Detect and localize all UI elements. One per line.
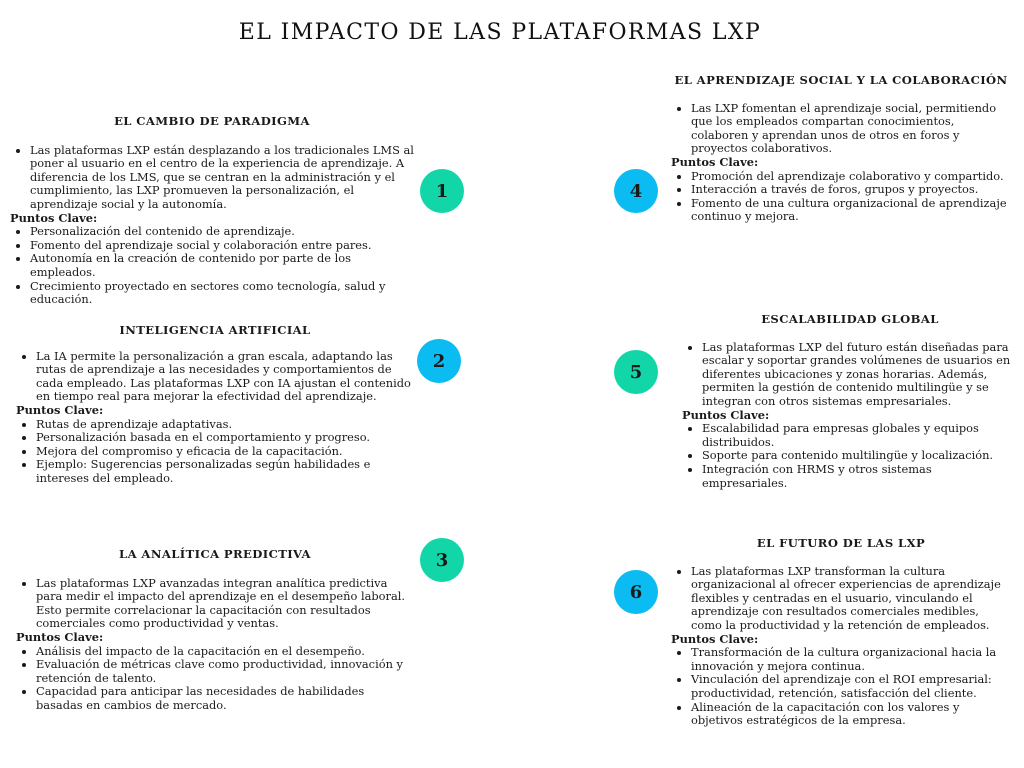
key-point: • Escalabilidad para empresas globales y equipos distribuidos. (702, 422, 1018, 449)
intro-list (671, 565, 1011, 633)
page-title: EL IMPACTO DE LAS PLATAFORMAS LXP (238, 20, 762, 45)
number-badge-4: 4 (614, 169, 658, 213)
key-point: • Transformación de la cultura organizacional hacia la innovación y mejora continua. (691, 646, 1011, 673)
key-point: • Vinculación del aprendizaje con el ROI empresarial: productividad, retención, satisfacción del cliente. (691, 673, 1011, 700)
number-badge-5: 5 (614, 350, 658, 394)
key-points-label: Puntos Clave: (16, 629, 104, 644)
section-heading: EL FUTURO DE LAS LXP (756, 536, 926, 550)
section-heading: EL APRENDIZAJE SOCIAL Y LA COLABORACIÓN (674, 73, 1008, 87)
key-point: • Soporte para contenido multilingüe y localización. (702, 449, 1018, 463)
key-point: • Evaluación de métricas clave como productividad, innovación y retención de talento. (36, 658, 414, 685)
key-points-label: Puntos Clave: (682, 407, 770, 422)
key-point: • Crecimiento proyectado en sectores como tecnología, salud y educación. (30, 280, 414, 307)
key-points-list (10, 225, 414, 307)
key-point: • Personalización basada en el comportamiento y progreso. (36, 431, 414, 445)
key-points-label: Puntos Clave: (10, 210, 98, 225)
key-point: • Alineación de la capacitación con los valores y objetivos estratégicos de la empresa. (691, 701, 1011, 728)
intro-list (16, 577, 414, 631)
intro-text: • Las plataformas LXP avanzadas integran analítica predictiva para medir el impacto del aprendizaje en el desempeño laboral. Esto permite correlacionar la capacitación con resultados comerciales como productividad y ventas. (36, 577, 414, 631)
key-point: • Capacidad para anticipar las necesidades de habilidades basadas en cambios de mercado. (36, 685, 414, 712)
key-points-label: Puntos Clave: (16, 402, 104, 417)
key-point: • Autonomía en la creación de contenido por parte de los empleados. (30, 252, 414, 279)
intro-text: • Las plataformas LXP transforman la cultura organizacional al ofrecer experiencias de aprendizaje flexibles y centradas en el usuario, vinculando el aprendizaje con resultados comerciales medibles, como la productividad y la retención de empleados. (691, 565, 1011, 633)
intro-text: • Las plataformas LXP del futuro están diseñadas para escalar y soportar grandes volúmenes de usuarios en diferentes ubicaciones y zonas horarias. Además, permiten la gestión de contenido multilingüe y se integran con otros sistemas empresariales. (702, 341, 1018, 409)
key-points-label: Puntos Clave: (671, 154, 759, 169)
key-point: • Personalización del contenido de aprendizaje. (30, 225, 414, 239)
number-badge-2: 2 (417, 339, 461, 383)
key-point: • Integración con HRMS y otros sistemas empresariales. (702, 463, 1018, 490)
key-point: • Fomento de una cultura organizacional de aprendizaje continuo y mejora. (691, 197, 1011, 224)
intro-text: • Las plataformas LXP están desplazando a los tradicionales LMS al poner al usuario en el centro de la experiencia de aprendizaje. A diferencia de los LMS, que se centran en la administración y el cumplimiento, las LXP promueven la personalización, el aprendizaje social y la autonomía. (30, 144, 414, 212)
section-escalabilidad-global (682, 313, 1018, 490)
key-point: • Fomento del aprendizaje social y colaboración entre pares. (30, 239, 414, 253)
number-badge-1: 1 (420, 169, 464, 213)
key-point: • Ejemplo: Sugerencias personalizadas según habilidades e intereses del empleado. (36, 458, 414, 485)
key-point: • Rutas de aprendizaje adaptativas. (36, 418, 414, 432)
number-badge-3: 3 (420, 538, 464, 582)
section-futuro-lxp (671, 537, 1011, 728)
section-heading: ESCALABILIDAD GLOBAL (761, 312, 939, 326)
key-points-label: Puntos Clave: (671, 631, 759, 646)
intro-list (16, 350, 414, 404)
section-analitica-predictiva (16, 548, 414, 713)
section-cambio-paradigma (10, 115, 414, 307)
key-points-list (16, 645, 414, 713)
intro-list (10, 144, 414, 212)
intro-list (682, 341, 1018, 409)
key-points-list (671, 646, 1011, 728)
number-badge-6: 6 (614, 570, 658, 614)
section-heading: LA ANALÍTICA PREDICTIVA (119, 547, 311, 561)
section-aprendizaje-social (671, 74, 1011, 224)
section-inteligencia-artificial (16, 324, 414, 486)
key-point: • Mejora del compromiso y eficacia de la capacitación. (36, 445, 414, 459)
key-point: • Promoción del aprendizaje colaborativo y compartido. (691, 170, 1011, 184)
section-heading: INTELIGENCIA ARTIFICIAL (119, 323, 311, 337)
intro-list (671, 102, 1011, 156)
key-point: • Interacción a través de foros, grupos y proyectos. (691, 183, 1011, 197)
key-points-list (671, 170, 1011, 224)
key-points-list (682, 422, 1018, 490)
intro-text: • La IA permite la personalización a gran escala, adaptando las rutas de aprendizaje a las necesidades y comportamientos de cada empleado. Las plataformas LXP con IA ajustan el contenido en tiempo real para mejorar la efectividad del aprendizaje. (36, 350, 414, 404)
key-points-list (16, 418, 414, 486)
intro-text: • Las LXP fomentan el aprendizaje social, permitiendo que los empleados compartan conocimientos, colaboren y aprendan unos de otros en foros y proyectos colaborativos. (691, 102, 1011, 156)
key-point: • Análisis del impacto de la capacitación en el desempeño. (36, 645, 414, 659)
section-heading: EL CAMBIO DE PARADIGMA (114, 114, 310, 128)
